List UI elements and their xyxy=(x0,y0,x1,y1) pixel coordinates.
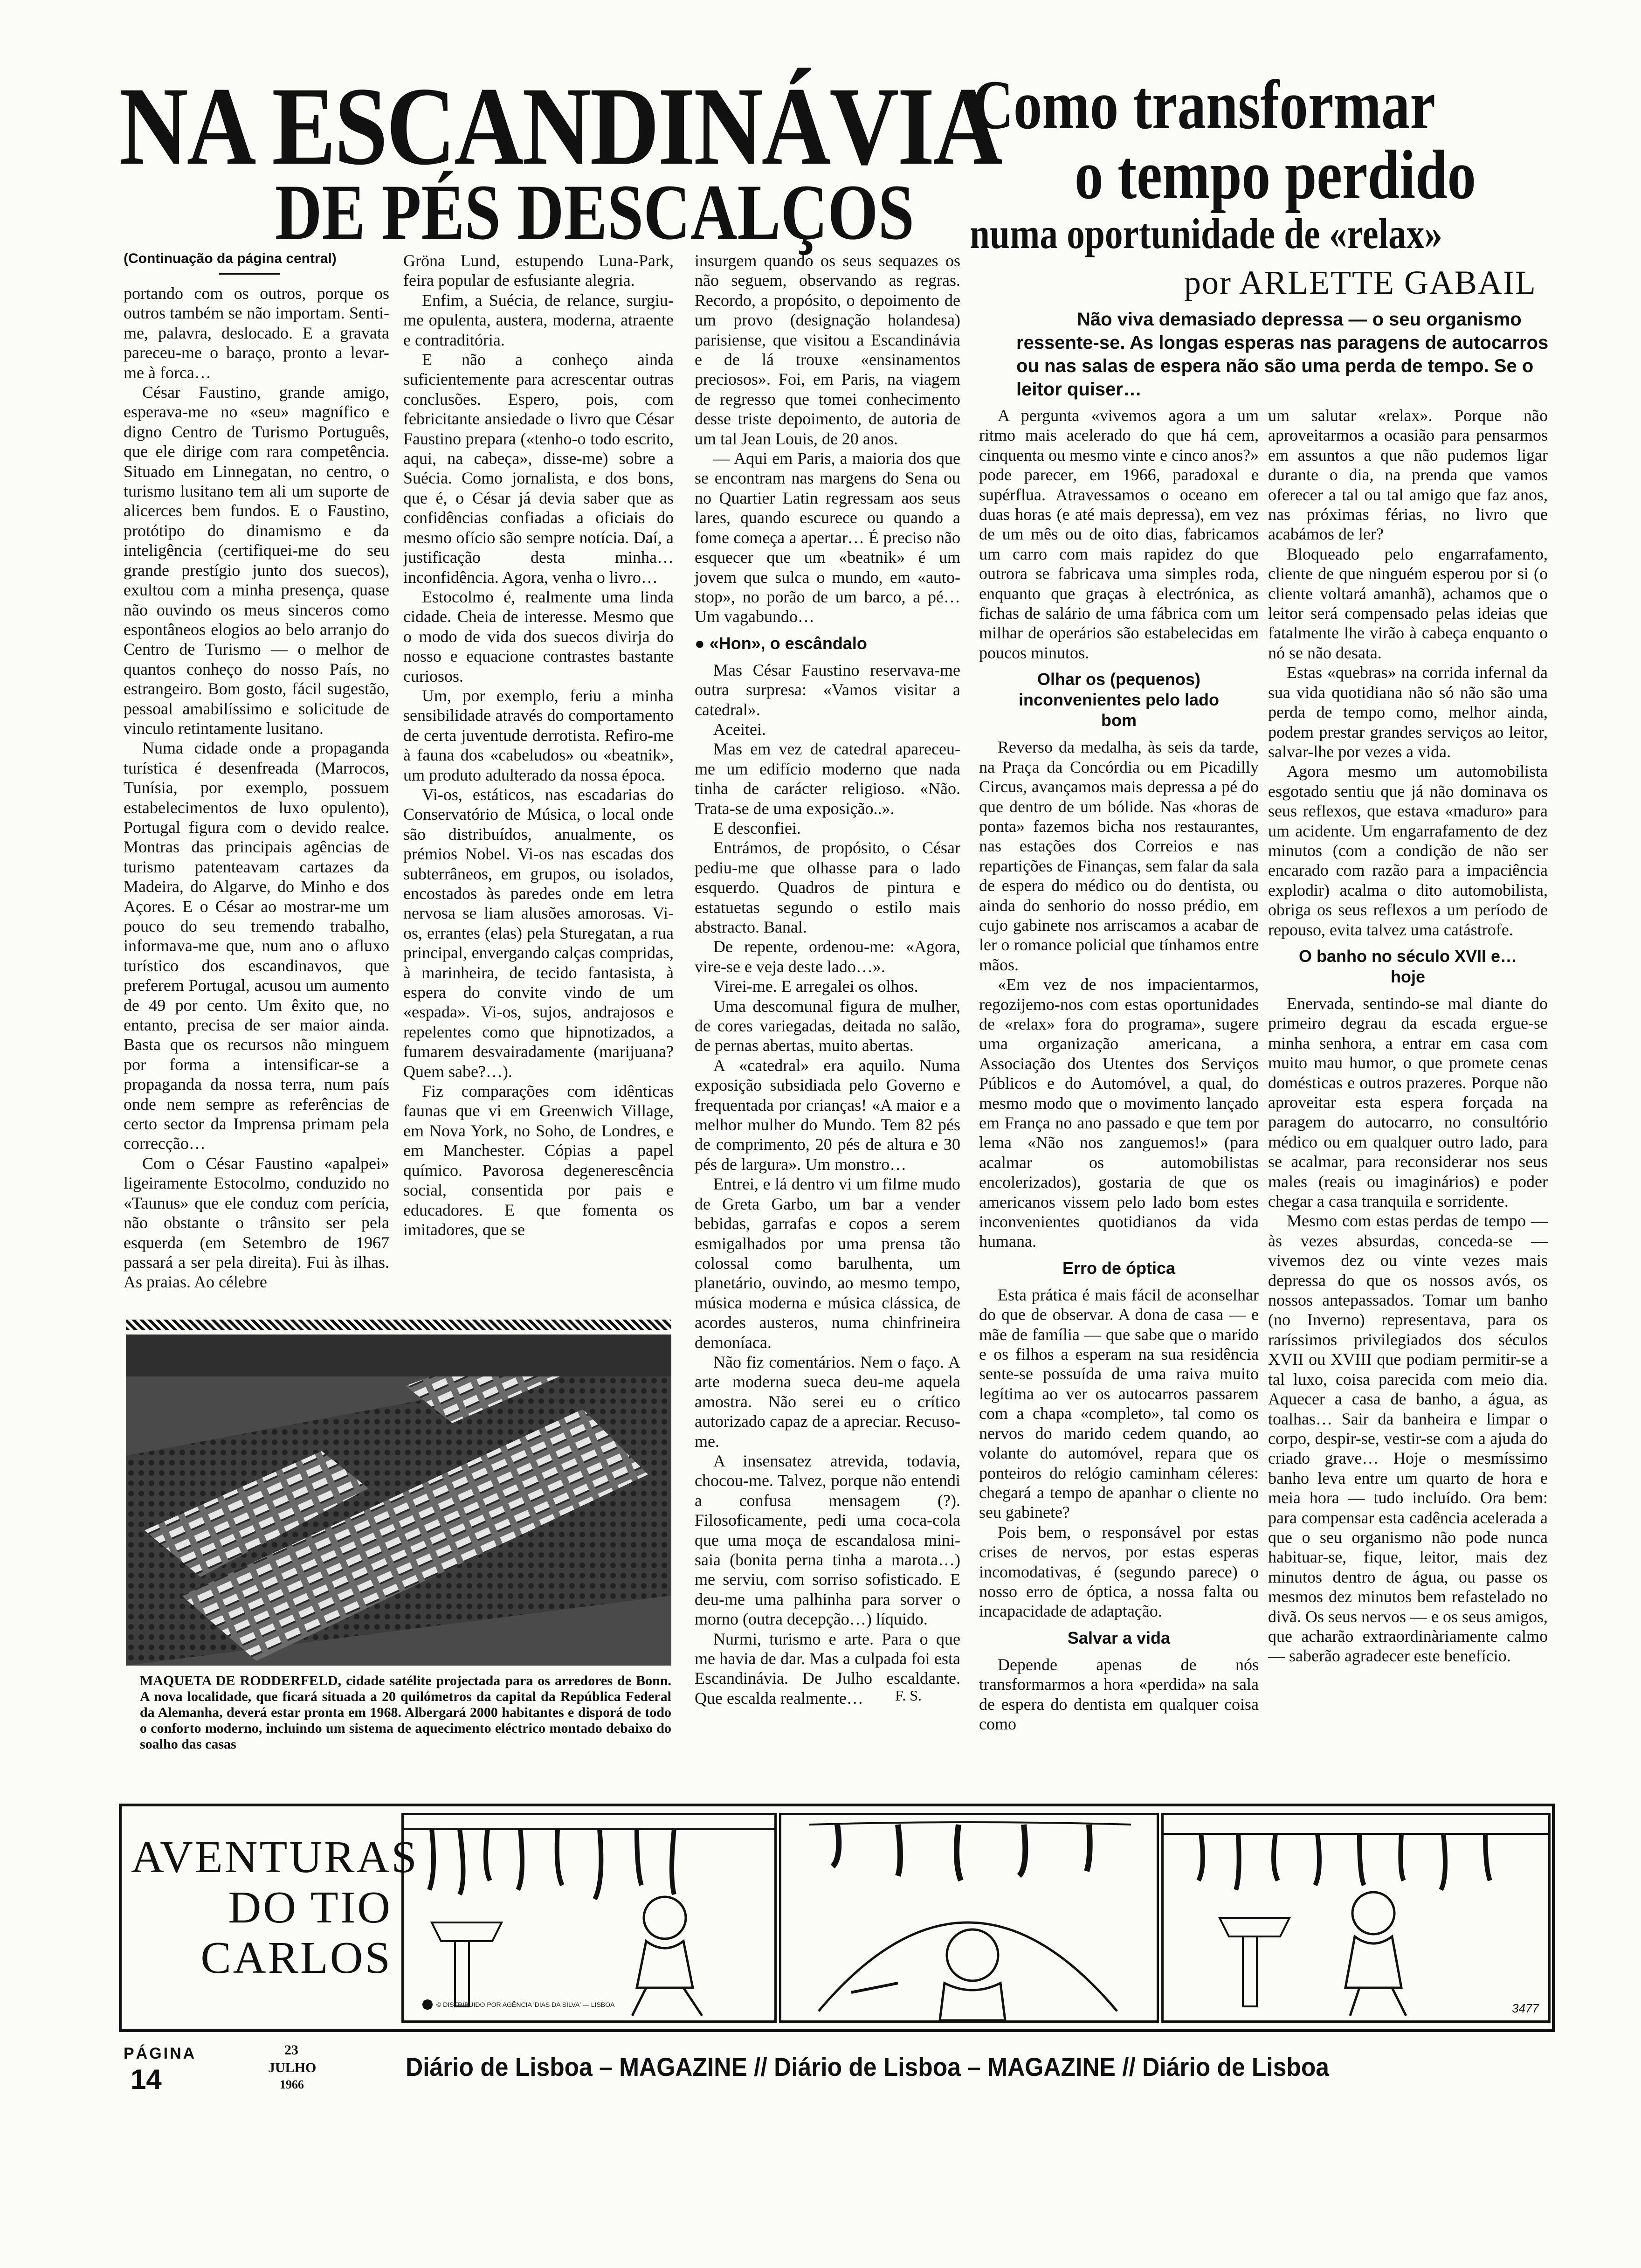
paragraph: Virei-me. E arregalei os olhos. xyxy=(713,977,918,996)
subhead-hon xyxy=(695,633,960,654)
paragraph: um salutar «relax». Porque não aproveitarmos a ocasião para pensarmos em assuntos a que não pudemos ligar durante o dia, na prenda que vamos oferecer a tal ou tal amigo que faz anos, nas próximas férias, no livro que acabámos de ler? xyxy=(1268,406,1548,544)
article2-lead: Não viva demasiado depressa — o seu organismo ressente-se. As longas esperas nas paragens de autocarros ou nas salas de espera não são uma perda de tempo. Se o leitor quiser… xyxy=(1016,309,1549,400)
paragraph: «Em vez de nos impacientarmos, regozijemo-nos com estas oportunidades de «relax» fora do programa», sugere uma organização americana, a Associação dos Utentes dos Serviços Públicos e do Automóvel, a qual, do mesmo modo que o movimento lançado em França no ano passado e que tem por lema «Não nos zanguemos!» (para acalmar os automobilistas encolerizados), gostaria de que os americanos vissem pelo lado bom estes inconvenientes quotidianos da vida humana. xyxy=(979,975,1259,1251)
paragraph: Depende apenas de nós transformarmos a hora «perdida» na sala de espera do dentista em qualquer coisa como xyxy=(979,1655,1259,1733)
paragraph: Enfim, a Suécia, de relance, surgiu-me opulenta, austera, moderna, atraente e contraditória. xyxy=(403,290,674,349)
paragraph: Estas «quebras» na corrida infernal da sua vida quotidiana não só não são uma perda de tempo como, melhor ainda, podem prestar grandes serviços ao leitor, salvar-lhe por vezes a vida. xyxy=(1268,663,1548,761)
comic-number: 3477 xyxy=(1512,2001,1539,2015)
subhead-salvar-vida: Salvar a vida xyxy=(1067,1628,1171,1647)
article2-column-2 xyxy=(1268,406,1548,1767)
bullet-icon: ● xyxy=(695,633,710,653)
comic-title-line3: CARLOS xyxy=(200,1933,392,1983)
paragraph: Estocolmo é, realmente uma linda cidade. Cheia de interesse. Mesmo que o modo de vida dos suecos divirja do nosso e equacione contrastes bastante curiosos. xyxy=(403,587,674,685)
comic-panel-2-drawing xyxy=(781,1815,1157,2020)
paragraph: A «catedral» era aquilo. Numa exposição subsidiada pelo Governo e frequentada por crianças! «A maior e a melhor mulher do Mundo. Tem 82 pés de comprimento, 20 pés de altura e 30 pés de largura». Um monstro… xyxy=(695,1056,960,1174)
paragraph: Entrámos, de propósito, o César pediu-me que olhasse para o lado esquerdo. Quadros de pintura e estatuetas segundo o estilo mais abstracto. Banal. xyxy=(695,838,960,936)
paragraph: portando com os outros, porque os outros também se não importam. Senti-me, palavra, deslocado. E a gravata pareceu-me o baraço, pronto a levar-me à forca… xyxy=(124,284,389,382)
paragraph: Enervada, sentindo-se mal diante do primeiro degrau da escada ergue-se minha senhora, a entrar em casa com muito mau humor, o que promete cenas domésticas e outros prazeres. Porque não aproveitar esta espera forçada na paragem do autocarro, no consultório médico ou em qualquer outro lado, para se acalmar, para reconsiderar nos seus males (reais ou imaginários) e poder chegar a casa tranquila e sorridente. xyxy=(1268,994,1548,1211)
page-number: 14 xyxy=(131,2064,162,2095)
continuation-rule xyxy=(219,273,280,275)
photo-caption: MAQUETA DE RODDERFELD, cidade satélite projectada para os arredores de Bonn. A nova localidade, que ficará situada a 20 quilómetros da capital da República Federal da Alemanha, deverá estar pronta em 1968. Albergará 2000 habitantes e disporá de todo o conforto moderno, incluindo um sistema de aquecimento eléctrico montado debaixo do soalho das casas xyxy=(140,1673,671,1752)
article1-headline-line1: NA ESCANDINÁVIA xyxy=(119,64,1001,188)
date-day: 23 xyxy=(284,2042,298,2058)
subhead-hon-text: «Hon», o escândalo xyxy=(709,633,867,653)
article2-headline-line2: o tempo perdido xyxy=(1075,136,1476,214)
continuation-note: (Continuação da página central) xyxy=(124,251,337,266)
paragraph: Um, por exemplo, feriu a minha sensibilidade através do comportamento de certa juventude derrotista. Refiro-me à fauna dos «cabeludos» ou «beatnik», um produto adulterado da nossa época. xyxy=(403,686,674,784)
comic-title-line1: AVENTURAS xyxy=(131,1832,419,1882)
paragraph: Vi-os, estáticos, nas escadarias do Conservatório de Música, o local onde são distribuídos, anualmente, os prémios Nobel. Vi-os nas escadas dos subterrâneos, em grupos, ou isolados, encostados às paredes onde em letra nervosa se liam alusões amorosas. Vi-os, errantes (elas) pela Sturegatan, a rua principal, envergando calças compridas, à marinheira, de tecido fantasista, à espera do convite vindo de um «espada». Vi-os, sujos, andrajosos e repelentes como que hipnotizados, a fumarem desvairadamente (marijuana? Quem sabe?…). xyxy=(403,785,674,1081)
article1-headline-line2: DE PÉS DESCALÇOS xyxy=(275,168,915,256)
comic-credit: © DISTRIBUIDO POR AGÊNCIA 'DIAS DA SILVA' — LISBOA xyxy=(436,2001,615,2008)
paragraph: — Aqui em Paris, a maioria dos que se encontram nas margens do Sena ou no Quartier Latin regressam aos seus lares, quando escurece ou quando a fome começa a apertar… É preciso não esquecer que um «beatnik» é um jovem que sulca o mundo, em «auto-stop», no porão de um barco, a pé… Um vagabundo… xyxy=(695,449,960,626)
comic-panel-1 xyxy=(401,1813,777,2023)
paragraph: Esta prática é mais fácil de aconselhar do que de observar. A dona de casa — e mãe de família — que sabe que o marido e os filhos a esperam na sua residência sente-se possuída de uma raiva muito legítima ao ver os autocarros passarem com a chapa «completo», tal como os nervos do marido cedem quando, ao volante do automóvel, repara que os ponteiros do relógio caminham céleres: chegará a tempo de apanhar o cliente no seu gabinete? xyxy=(979,1285,1259,1522)
article1-column-1 xyxy=(124,284,389,1295)
comic-panel-3 xyxy=(1161,1813,1551,2023)
paragraph: Mas César Faustino reservava-me outra surpresa: «Vamos visitar a catedral». xyxy=(695,660,960,719)
date-month: JULHO xyxy=(268,2060,317,2075)
paragraph: E não a conheço ainda suficientemente para acrescentar outras conclusões. Espero, pois, com febricitante ansiedade o livro que César Faustino prepara («tenho-o todo escrito, aqui, na cabeça», disse-me) sobre a Suécia. Como jornalista, e dos bons, que é, o César já devia saber que as confidências confiadas a oficiais do mesmo ofício são sempre notícia. Daí, a justificação desta minha… inconfidência. Agora, venha o livro… xyxy=(403,350,674,587)
paragraph: Pois bem, o responsável por estas crises de nervos, por estas esperas incomodativas, é (segundo parece) o nosso erro de óptica, a nossa falta ou incapacidade de adaptação. xyxy=(979,1522,1259,1621)
paragraph: Nurmi, turismo e arte. Para o que me havia de dar. Mas a culpada foi esta Escandinávia. De Julho escaldante. Que escalda realmente… xyxy=(695,1629,960,1708)
article2-headline-line1: Como transformar xyxy=(972,66,1435,144)
article2-headline-line3: numa oportunidade de «relax» xyxy=(970,210,1443,257)
article1-signature: F. S. xyxy=(895,1687,922,1704)
paragraph: De repente, ordenou-me: «Agora, vire-se e veja deste lado…». xyxy=(695,937,960,976)
subhead-erro-optica: Erro de óptica xyxy=(1062,1258,1176,1278)
paragraph: Gröna Lund, estupendo Luna-Park, feira popular de esfusiante alegria. xyxy=(403,251,674,290)
paragraph: Não fiz comentários. Nem o faço. A arte moderna sueca deu-me aquela amostra. Não serei eu o crítico autorizado capaz de a apreciar. Recuso-me. xyxy=(695,1352,960,1451)
copyright-icon xyxy=(422,1999,433,2010)
model-photo xyxy=(126,1335,671,1666)
comic-panel-2 xyxy=(779,1813,1159,2023)
paragraph: E desconfiei. xyxy=(713,818,801,837)
comic-panel-3-drawing xyxy=(1164,1815,1548,2020)
article1-column-2 xyxy=(403,251,674,1295)
paragraph: Reverso da medalha, às seis da tarde, na Praça da Concórdia ou em Picadilly Circus, avançamos mais depressa a pé do que dentro de um bólide. Nas «horas de ponta» fazemos bicha nos restaurantes, nas estações dos Correios e nas repartições de Finanças, sem falar da sala de espera do médico ou do dentista, ou ainda do senhorio do nosso prédio, em cujo gabinete nos arriscamos a acabar de ler o romance policial que tínhamos entre mãos. xyxy=(979,738,1259,974)
footer-band: Diário de Lisboa – MAGAZINE // Diário de Lisboa – MAGAZINE // Diário de Lisboa xyxy=(406,2052,1329,2081)
paragraph: insurgem quando os seus sequazes os não seguem, observando as regras. Recordo, a propósito, o depoimento de um provo (designação holandesa) parisiense, que visitou a Escandinávia e de lá trouxe «ensinamentos preciosos». Foi, em Paris, na viagem de regresso que tomei conhecimento desse triste depoimento, de autoria de um tal Jean Louis, de 20 anos. xyxy=(695,251,960,448)
paragraph: Mas em vez de catedral apareceu-me um edifício moderno que nada tinha de carácter religioso. «Não. Trata-se de uma exposição..». xyxy=(695,740,960,818)
comic-title xyxy=(131,1832,419,1983)
model-city-image xyxy=(126,1335,671,1666)
subhead-banho: O banho no século XVII e… hoje xyxy=(1298,946,1517,986)
paragraph: César Faustino, grande amigo, esperava-me no «seu» magnífico e digno Centro de Turismo Português, que ele dirige com rara competência. Situado em Linnegatan, no centro, o turismo lusitano tem ali um suporte de alicerces bem fundos. E o Faustino, protótipo do dinamismo e da inteligência (certifiquei-me do seu grande prestígio junto dos suecos), exultou com a minha presença, quase não ouvindo os meus sinceros como espontâneos elogios ao belo arranjo do Centro de Turismo — o melhor de quantos conheço do nosso País, no estrangeiro. Bom gosto, fácil sugestão, pessoal amabilíssimo e solicitude de vinculo retintamente lusitano. xyxy=(124,383,389,738)
paragraph: Uma descomunal figura de mulher, de cores variegadas, deitada no salão, de pernas abertas, muito abertas. xyxy=(695,996,960,1055)
paragraph: Com o César Faustino «apalpei» ligeiramente Estocolmo, conduzido no «Taunus» que ele conduz com perícia, não obstante o trânsito ser pela esquerda (em Setembro de 1967 passará a ser pela direita). Fui às ilhas. As praias. Ao célebre xyxy=(124,1154,389,1292)
paragraph: Entrei, e lá dentro vi um filme mudo de Greta Garbo, um bar a vender bebidas, garrafas e copos a serem esmigalhados por uma prensa tão colossal como barulhenta, um planetário, ouvindo, ao mesmo tempo, música moderna e música clássica, de acordes austeros, numa chinfrineira demoníaca. xyxy=(695,1175,960,1352)
paragraph: Mesmo com estas perdas de tempo — às vezes absurdas, conceda-se — vivemos dez ou vinte vezes mais depressa do que os nossos avós, os nossos antepassados. Tomar um banho (no Inverno) representava, para os raríssimos privilegiados dos séculos XVII ou XVIII que podiam permitir-se a tal luxo, coisa parecida com meio dia. Aquecer a casa de banho, a água, as toalhas… Sair da banheira e limpar o corpo, despir-se, vestir-se com a ajuda do criado grave… Hoje o mesmíssimo banho leva entre um quarto de hora e meia hora — tudo incluído. Ora bem: para compensar esta cadência acelerada a que o seu organismo não pode nunca habituar-se, fique, leitor, mais dez minutos dentro de água, ou passe os mesmos dez minutos bem refastelado no divã. Os seus nervos — e os seus amigos, que acharão extraordinàriamente calmo — saberão agradecer este benefício. xyxy=(1268,1211,1548,1666)
paragraph: A pergunta «vivemos agora a um ritmo mais acelerado do que há cem, cinquenta ou mesmo vinte e cinco anos?» pode parecer, em 1966, paradoxal e supérflua. Atravessamos o oceano em duas horas (e até mais depressa), em vez de um mês ou de oito dias, fabricamos um carro com mais rapidez do que outrora se fabricava uma simples roda, enquanto que graças à electrónica, as fichas de salário de uma fábrica com um milhar de operários são estabelecidas em poucos minutos. xyxy=(979,406,1259,662)
paragraph: Fiz comparações com idênticas faunas que vi em Greenwich Village, em Nova York, no Soho, de Londres, e em Manchester. Cópias a papel químico. Pavorosa degenerescência social, consentida por pais e educadores. E que fomenta os imitadores, que se xyxy=(403,1082,674,1239)
paragraph: Numa cidade onde a propaganda turística é desenfreada (Marrocos, Tunísia, por exemplo, possuem estabelecimentos de luxo opulento), Portugal figura com o devido realce. Montras das principais agências de turismo patenteavam cartazes da Madeira, do Algarve, do Minho e dos Açores. E o César ao mostrar-me um pouco do seu tremendo trabalho, informava-me que, num ano o afluxo turístico dos escandinavos, que preferem Portugal, acusou um aumento de 49 por cento. Um êxito que, no entanto, precisa de ser maior ainda. Basta que os recursos não minguem por forma a intensificar-se a propaganda da nossa terra, num país onde nem sempre as referências de certo sector da Imprensa primam pela correcção… xyxy=(124,739,389,1153)
photo-border-top xyxy=(126,1320,671,1330)
paragraph: Aceitei. xyxy=(713,719,766,739)
comic-strip xyxy=(119,1804,1555,2032)
paragraph: Agora mesmo um automobilista esgotado sentiu que já não dominava os seus reflexos, que estava «maduro» para um acidente. Um engarrafamento de dez minutos (com a condição de não ser encarado com razão para a impaciência explodir) acalma o dito automobilista, obriga os seus reflexos a um período de repouso, evita talvez uma catástrofe. xyxy=(1268,762,1548,939)
comic-title-line2: DO TIO xyxy=(228,1882,392,1933)
page-label: PÁGINA xyxy=(124,2045,197,2062)
comic-panel-1-drawing xyxy=(404,1815,774,2020)
subhead-inconvenientes: Olhar os (pequenos) inconvenientes pelo lado bom xyxy=(1018,670,1220,730)
paragraph: Bloqueado pelo engarrafamento, cliente de que ninguém esperou por si (o cliente voltará amanhã), achamos que o leitor será compensado pelas ideias que fatalmente lhe virão à cabeça enquanto o nó se não desata. xyxy=(1268,544,1548,662)
paragraph: A insensatez atrevida, todavia, chocou-me. Talvez, porque não entendi a confusa mensagem (?). Filosoficamente, pedi uma coca-cola que uma moça de escandalosa mini-saia (bonita perna tinha a marota…) me serviu, com sorriso sofisticado. E deu-me uma palhinha para sorver o morno (outra decepção…) líquido. xyxy=(695,1451,960,1629)
date-year: 1966 xyxy=(280,2078,304,2091)
article2-byline: por ARLETTE GABAIL xyxy=(1184,264,1537,301)
article2-column-1 xyxy=(979,406,1259,1767)
